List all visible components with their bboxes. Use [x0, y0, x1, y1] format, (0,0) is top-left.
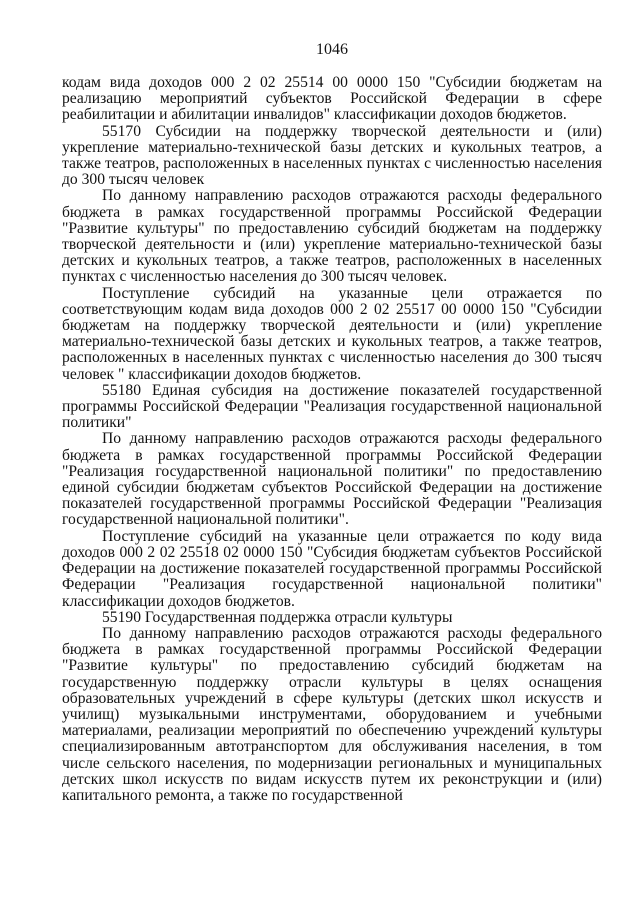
paragraph-heading-55190: 55190 Государственная поддержка отрасли культуры [102, 608, 453, 626]
paragraph: По данному направлению расходов отражаются расходы федерального бюджета в рамках государственной программы Российской Федерации "Развитие культуры" по предоставлению субсидий бюджетам на поддержку творческой деятельности и (или) укрепление материально-технической базы детских и кукольных театров, а также театров, расположенных в населенных пунктах с численностью населения до 300 тысяч человек. [62, 187, 602, 286]
paragraph: По данному направлению расходов отражаются расходы федерального бюджета в рамках государственной программы Российской Федерации "Развитие культуры" по предоставлению субсидий бюджетам на государственную поддержку отрасли культуры в целях оснащения образовательных учреждений в сфере культуры (детских школ искусств и училищ) музыкальными инструментами, оборудованием и учебными материалами, реализации мероприятий по обеспечению учреждений культуры специализированным автотранспортом для обслуживания населения, в том числе сельского населения, по модернизации региональных и муниципальных детских школ искусств по видам искусств путем их реконструкции и (или) капитального ремонта, а также по государственной [62, 624, 602, 804]
page-number: 1046 [316, 41, 348, 58]
paragraph: Поступление субсидий на указанные цели отражается по соответствующим кодам вида доходов 000 2 02 25517 00 0000 150 "Субсидии бюджетам на поддержку творческой деятельности и (или) укрепление материально-технической базы детских и кукольных театров, а также театров, расположенных в населенных пунктах с численностью населения до 300 тысяч человек " классификации доходов бюджетов. [62, 284, 602, 383]
paragraph-heading-55180: 55180 Единая субсидия на достижение показателей государственной программы Российской Федерации "Реализация государственной национальной политики" [62, 381, 602, 432]
paragraph: Поступление субсидий на указанные цели отражается по коду вида доходов 000 2 02 25518 02 0000 150 "Субсидия бюджетам субъектов Российской Федерации на достижение показателей государственной программы Российской Федерации "Реализация государственной национальной политики" классификации доходов бюджетов. [62, 527, 602, 610]
paragraph: По данному направлению расходов отражаются расходы федерального бюджета в рамках государственной программы Российской Федерации "Реализация государственной национальной политики" по предоставлению единой субсидии бюджетам субъектов Российской Федерации на достижение показателей государственной программы Российской Федерации "Реализация государственной национальной политики". [62, 430, 602, 529]
paragraph-continuation: кодам вида доходов 000 2 02 25514 00 0000 150 "Субсидии бюджетам на реализацию мероприятий субъектов Российской Федерации в сфере реабилитации и абилитации инвалидов" классификации доходов бюджетов. [62, 74, 602, 124]
paragraph-heading-55170: 55170 Субсидии на поддержку творческой деятельности и (или) укрепление материально-технической базы детских и кукольных театров, а также театров, расположенных в населенных пунктах с численностью населения до 300 тысяч человек [62, 122, 602, 189]
